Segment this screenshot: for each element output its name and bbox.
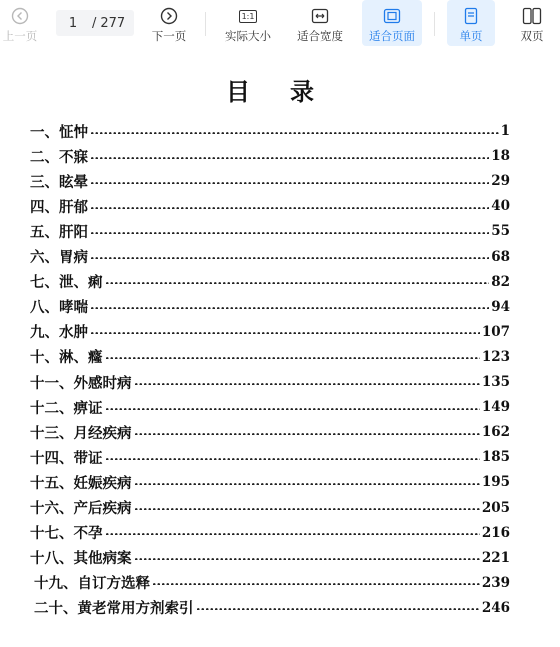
toc-entry bbox=[30, 395, 510, 419]
chevron-right-circle-icon bbox=[160, 6, 178, 26]
toc-entry-page: 40 bbox=[491, 198, 510, 215]
double-page-label: 双页 bbox=[520, 29, 544, 43]
toc-entry-label: 十一、外感时病 bbox=[30, 374, 132, 392]
single-page-label: 单页 bbox=[459, 29, 483, 43]
chevron-left-circle-icon bbox=[11, 6, 29, 26]
actual-size-label: 实际大小 bbox=[225, 29, 271, 43]
toc-entry-page: 221 bbox=[481, 549, 510, 566]
toc-entry-label: 十四、带证 bbox=[30, 449, 103, 467]
toc-leader-dots bbox=[105, 458, 480, 460]
toc-leader-dots bbox=[134, 558, 480, 560]
page-separator: / bbox=[92, 15, 97, 31]
toc-leader-dots bbox=[90, 132, 499, 134]
toc-entry bbox=[34, 571, 510, 595]
double-page-button[interactable] bbox=[508, 0, 556, 46]
toc-entry-label: 六、胃病 bbox=[30, 249, 88, 266]
toc-entry-label: 五、肝阳 bbox=[30, 223, 88, 241]
toc-entry-label: 四、肝郁 bbox=[30, 198, 88, 216]
toc-leader-dots bbox=[134, 483, 480, 485]
toc-entry-page: 239 bbox=[481, 574, 510, 591]
toc-leader-dots bbox=[90, 307, 489, 309]
toc-entry-label: 二、不寐 bbox=[30, 148, 88, 166]
actual-size-icon: 1:1 bbox=[239, 6, 258, 26]
fit-page-icon bbox=[383, 6, 401, 26]
toc-entry bbox=[30, 546, 510, 570]
toc-entry-label: 十八、其他病案 bbox=[30, 550, 132, 568]
toc-entry bbox=[30, 144, 510, 168]
toc-entry-label: 十三、月经疾病 bbox=[30, 424, 132, 442]
toc-entry bbox=[30, 345, 510, 369]
page-current-input[interactable]: 1 bbox=[68, 15, 78, 31]
toc-entry-page: 68 bbox=[491, 248, 510, 265]
toc-entry bbox=[30, 245, 510, 269]
next-page-label: 下一页 bbox=[151, 29, 187, 43]
toc-entry-page: 18 bbox=[491, 148, 510, 165]
toc-leader-dots bbox=[105, 408, 480, 410]
toc-entry bbox=[30, 496, 510, 520]
toc-entry-page: 94 bbox=[491, 298, 510, 315]
toc-entry-page: 123 bbox=[481, 348, 510, 365]
toc-leader-dots bbox=[90, 332, 480, 334]
toc-entry bbox=[30, 295, 510, 319]
fit-width-icon bbox=[311, 6, 329, 26]
toc-leader-dots bbox=[90, 207, 489, 209]
toolbar-divider bbox=[205, 12, 206, 36]
toc-entry-page: 135 bbox=[481, 374, 510, 390]
toc-entry-label: 七、泄、痢 bbox=[30, 274, 103, 292]
toc-leader-dots bbox=[105, 533, 480, 535]
toc-entry bbox=[30, 370, 510, 394]
document-page bbox=[0, 56, 560, 647]
toc-entry-label: 八、哮喘 bbox=[30, 299, 88, 317]
fit-page-button[interactable] bbox=[362, 0, 422, 46]
toc-entry-page: 29 bbox=[491, 173, 510, 190]
toc-entry bbox=[30, 420, 510, 444]
toc-entry-label: 十五、妊娠疾病 bbox=[30, 474, 132, 492]
prev-page-label: 上一页 bbox=[2, 29, 38, 43]
toc-entry-label: 一、怔忡 bbox=[30, 123, 88, 141]
page-number-box[interactable] bbox=[56, 10, 134, 36]
toc-entry bbox=[30, 521, 510, 545]
toc-entry bbox=[34, 596, 510, 620]
toc-leader-dots bbox=[105, 282, 490, 284]
toc-entry-label: 三、眩晕 bbox=[30, 173, 88, 191]
toc-entry bbox=[30, 445, 510, 469]
toc-entry bbox=[30, 119, 510, 143]
toc-entry-page: 82 bbox=[491, 273, 510, 290]
toc-leader-dots bbox=[105, 357, 480, 359]
toc-entry-page: 1 bbox=[500, 123, 510, 139]
next-page-button[interactable] bbox=[146, 0, 192, 46]
toc-leader-dots bbox=[90, 182, 489, 184]
toc-entry-page: 216 bbox=[481, 524, 510, 541]
toc-entry bbox=[30, 270, 510, 294]
fit-page-label: 适合页面 bbox=[369, 29, 415, 43]
toc-entry bbox=[30, 169, 510, 193]
toc-entry bbox=[30, 320, 510, 344]
toc-leader-dots bbox=[196, 608, 480, 610]
single-page-icon bbox=[464, 6, 478, 26]
toc-leader-dots bbox=[90, 157, 489, 159]
toc-entry bbox=[30, 470, 510, 494]
toc-leader-dots bbox=[152, 583, 480, 585]
toc-leader-dots bbox=[134, 433, 480, 435]
toc-entry bbox=[30, 219, 510, 243]
toc-entry-page: 185 bbox=[481, 449, 510, 466]
toc-entry-label: 十六、产后疾病 bbox=[30, 500, 132, 517]
toc-entry-page: 55 bbox=[491, 223, 510, 240]
fit-width-label: 适合宽度 bbox=[297, 29, 343, 43]
toc-entry-label: 十七、不孕 bbox=[30, 525, 103, 543]
toolbar-divider bbox=[434, 12, 435, 36]
toc-entry-label: 二十、黄老常用方剂索引 bbox=[34, 600, 194, 618]
toc-entry-page: 195 bbox=[481, 474, 510, 491]
toc-entry-label: 十二、痹证 bbox=[30, 399, 103, 417]
prev-page-button[interactable] bbox=[0, 0, 40, 46]
toc-title: 目录 bbox=[226, 77, 354, 106]
toc-leader-dots bbox=[90, 232, 489, 234]
toc-entry-label: 十九、自订方选释 bbox=[34, 575, 150, 593]
toc-entry-page: 149 bbox=[481, 399, 510, 416]
toc-entry-page: 162 bbox=[481, 424, 510, 441]
toc-leader-dots bbox=[134, 508, 480, 510]
toc-entry-label: 九、水肿 bbox=[30, 324, 88, 342]
page-total: 277 bbox=[100, 15, 126, 31]
toc-entry-page: 205 bbox=[481, 499, 510, 516]
toc-leader-dots bbox=[90, 257, 489, 259]
toc-entry-label: 十、淋、癃 bbox=[30, 349, 103, 367]
toc-entry-page: 246 bbox=[481, 599, 510, 616]
single-page-button[interactable] bbox=[447, 0, 495, 46]
double-page-icon bbox=[522, 6, 542, 26]
fit-width-button[interactable] bbox=[290, 0, 350, 46]
actual-size-button[interactable] bbox=[218, 0, 278, 46]
toc-leader-dots bbox=[134, 383, 480, 385]
toc-entry-page: 107 bbox=[481, 323, 510, 340]
toc-entry bbox=[30, 194, 510, 218]
toolbar bbox=[0, 0, 560, 48]
